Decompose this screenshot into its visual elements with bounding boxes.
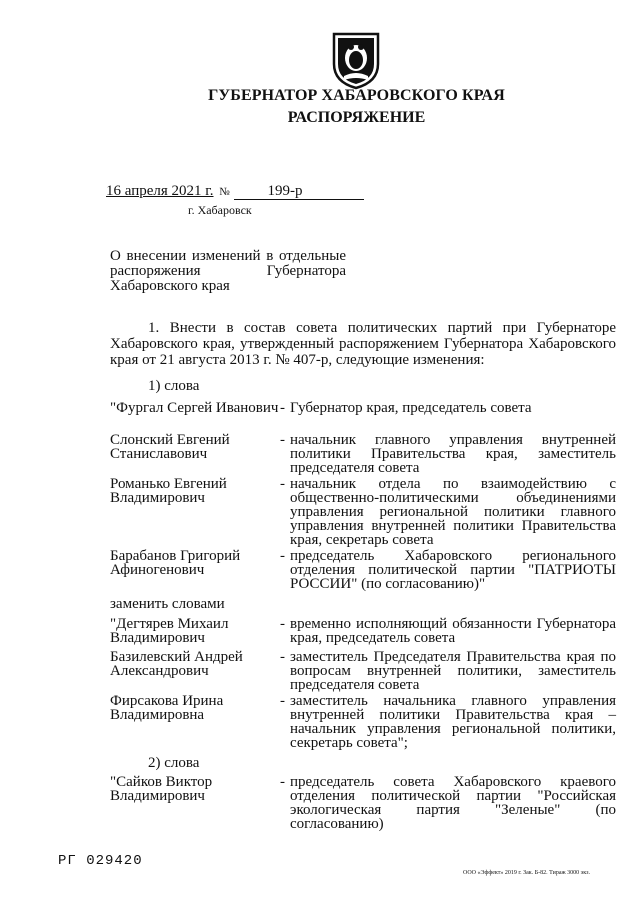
member-position: заместитель начальника главного управления внутренней политики Правительства края – начальник управления региональной политики, секретарь совета"; bbox=[290, 693, 616, 751]
subpoint-2-label: 2) слова bbox=[148, 755, 200, 771]
document-city: г. Хабаровск bbox=[188, 203, 252, 217]
printer-imprint: ООО «Эффект» 2019 г. Зак. Б-82. Тираж 3000 экз. bbox=[463, 870, 590, 876]
member-position: Губернатор края, председатель совета bbox=[290, 400, 532, 416]
member-position: заместитель Председателя Правительства края по вопросам внутренней политики, заместитель председателя совета bbox=[290, 649, 616, 693]
number-label: № bbox=[219, 186, 230, 198]
member-dash: - bbox=[280, 693, 285, 709]
member-name: Базилевский Андрей Александрович bbox=[110, 649, 243, 679]
document-subject: О внесении изменений в отдельные распоряжения Губернатора Хабаровского края bbox=[110, 248, 346, 294]
registration-number: РГ 029420 bbox=[58, 853, 143, 869]
member-dash: - bbox=[280, 432, 285, 448]
document-type: РАСПОРЯЖЕНИЕ bbox=[287, 109, 426, 126]
authority-title: ГУБЕРНАТОР ХАБАРОВСКОГО КРАЯ bbox=[208, 87, 505, 104]
khabarovsk-coat-of-arms-icon bbox=[330, 30, 382, 90]
member-dash: - bbox=[280, 548, 285, 564]
member-dash: - bbox=[280, 774, 285, 790]
member-position: временно исполняющий обязанности Губернатора края, председатель совета bbox=[290, 616, 616, 646]
member-position: начальник главного управления внутренней политики Правительства края, заместитель председателя совета bbox=[290, 432, 616, 476]
member-position: председатель Хабаровского регионального отделения политической партии "ПАТРИОТЫ РОССИИ" (по согласованию)" bbox=[290, 548, 616, 592]
paragraph-1: 1. Внести в состав совета политических партий при Губернаторе Хабаровского края, утвержденный распоряжением Губернатора Хабаровского края от 21 августа 2013 г. № 407-р, следующие изменения: bbox=[110, 320, 616, 368]
member-dash: - bbox=[280, 476, 285, 492]
member-position: председатель совета Хабаровского краевого отделения политической партии "Российская экологическая партия "Зеленые" (по согласованию) bbox=[290, 774, 616, 832]
member-name: Фирсакова Ирина Владимировна bbox=[110, 693, 224, 723]
member-dash: - bbox=[280, 616, 285, 632]
document-date: 16 апреля 2021 г. bbox=[106, 183, 214, 199]
member-dash: - bbox=[280, 400, 285, 416]
member-position: начальник отдела по взаимодействию с общественно-политическими объединениями управления региональной политики главного управления внутренней политики Правительства края, секретарь совета bbox=[290, 476, 616, 548]
member-name: "Фургал Сергей Иванович bbox=[110, 400, 279, 416]
subpoint-1-label: 1) слова bbox=[148, 378, 200, 394]
member-dash: - bbox=[280, 649, 285, 665]
document-number: 199-р bbox=[234, 183, 364, 200]
member-name: "Дегтярев Михаил Владимирович bbox=[110, 616, 229, 646]
member-name: "Сайков Виктор Владимирович bbox=[110, 774, 213, 804]
date-number-line bbox=[106, 183, 364, 200]
member-name: Слонский Евгений Станиславович bbox=[110, 432, 230, 462]
replace-label: заменить словами bbox=[110, 596, 225, 612]
member-name: Барабанов Григорий Афиногенович bbox=[110, 548, 241, 578]
member-name: Романько Евгений Владимирович bbox=[110, 476, 227, 506]
